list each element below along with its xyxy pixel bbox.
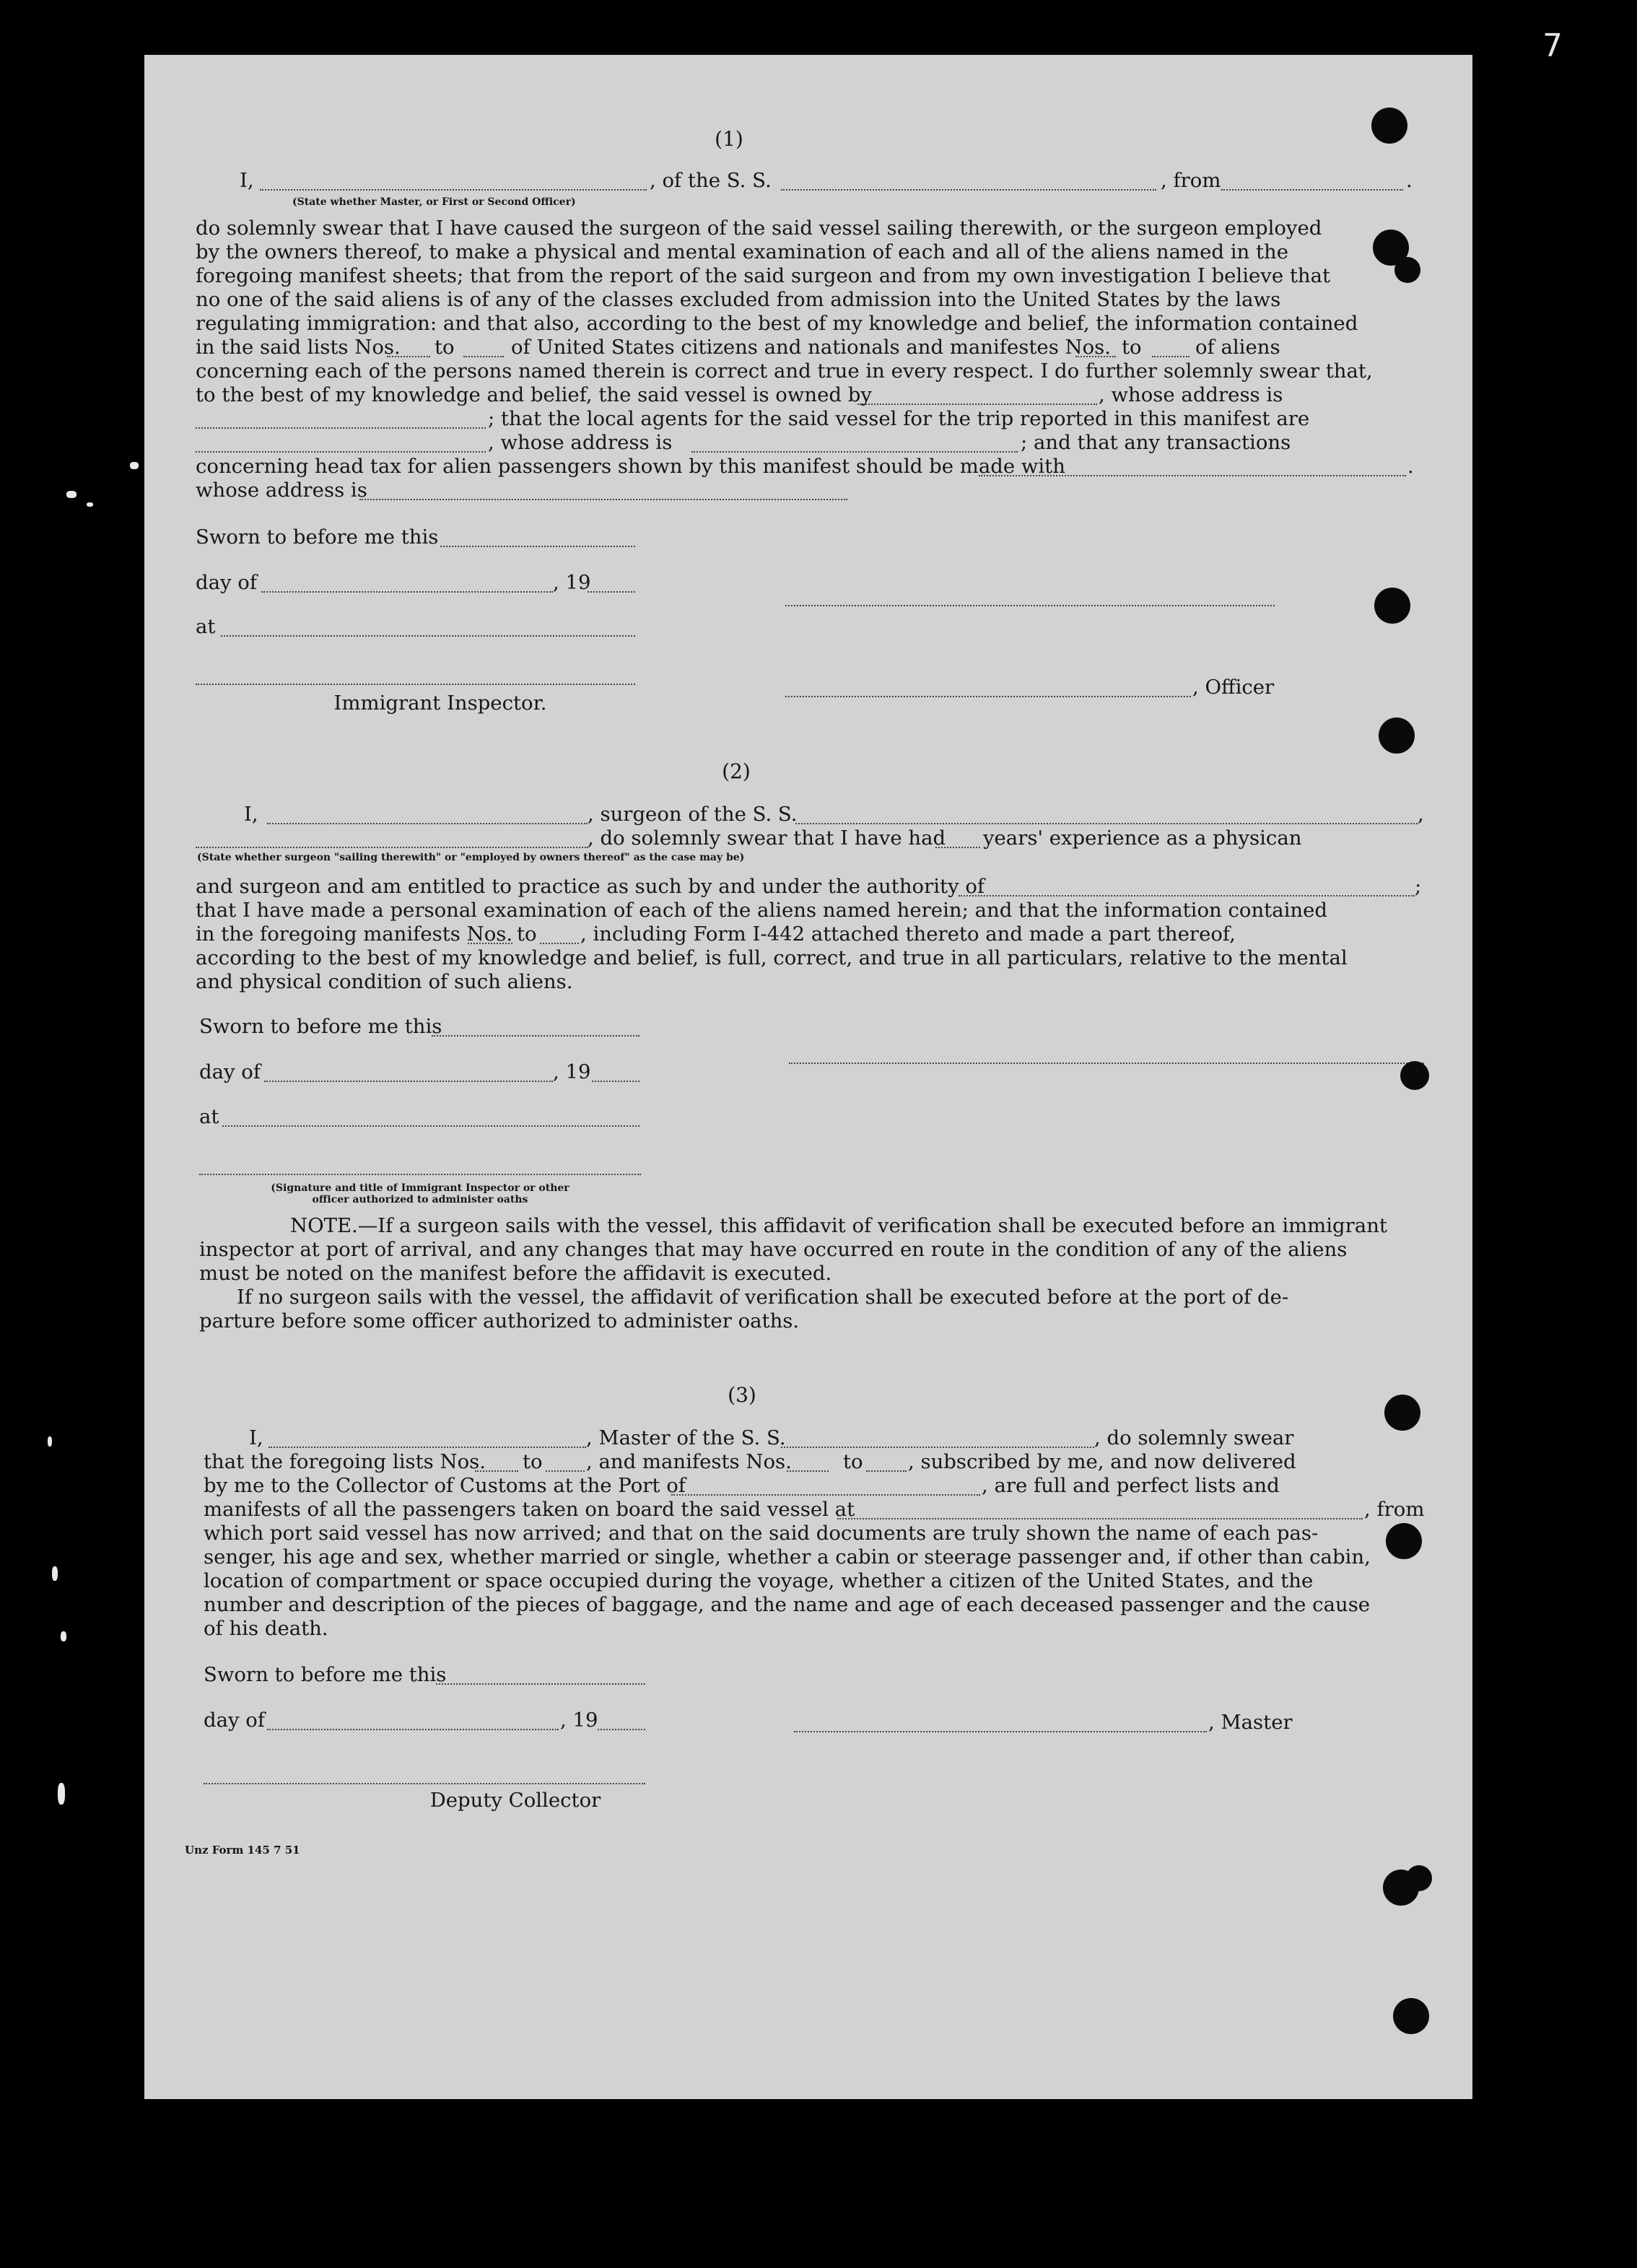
s1-at: at — [196, 615, 216, 638]
s1-from-field[interactable] — [1221, 189, 1403, 191]
s2-sig-note-1: (Signature and title of Immigrant Inspector or other — [271, 1182, 569, 1194]
s1-line6a: in the said lists Nos. — [196, 336, 401, 359]
s1-from: , from — [1161, 169, 1221, 192]
edge-speck — [52, 1566, 58, 1581]
s3-line4a: manifests of all the passengers taken on board the said vessel at — [204, 1498, 855, 1521]
s3-sworn-field[interactable] — [436, 1683, 645, 1685]
s1-line2: by the owners thereof, to make a physical and mental examination of each and all of the aliens named in the — [196, 240, 1289, 263]
s1-vessel-field[interactable] — [781, 189, 1156, 191]
s1-end: . — [1406, 169, 1413, 192]
s2-authority-field[interactable] — [959, 895, 1415, 897]
s1-line6b: to — [435, 336, 455, 359]
s1-at-field[interactable] — [221, 635, 635, 637]
s2-note-line4: If no surgeon sails with the vessel, the affidavit of verification shall be executed before at the port of de- — [237, 1286, 1289, 1309]
s1-line8b: , whose address is — [1099, 383, 1283, 406]
s2-years-field[interactable] — [935, 847, 980, 848]
s2-row2b: years' experience as a physican — [983, 826, 1302, 850]
s3-deputy-label: Deputy Collector — [429, 1789, 601, 1812]
s2-sworn: Sworn to before me this — [199, 1015, 442, 1038]
s3-i: I, — [249, 1426, 263, 1449]
section3-number: (3) — [728, 1383, 756, 1407]
s3-manifests-to-field[interactable] — [866, 1470, 907, 1472]
edge-speck — [58, 1783, 65, 1805]
s1-sworn-field[interactable] — [440, 546, 635, 547]
s2-note-line5: parture before some officer authorized to administer oaths. — [199, 1309, 800, 1333]
s1-name-field[interactable] — [260, 189, 647, 191]
s1-line9: ; that the local agents for the said vessel for the trip reported in this manifest are — [488, 407, 1310, 430]
s3-manifests-from-field[interactable] — [787, 1470, 829, 1472]
s1-line7: concerning each of the persons named therein is correct and true in every respect. I do further solemnly swear that, — [196, 359, 1373, 383]
s2-year: , 19 — [553, 1060, 591, 1083]
s3-name-field[interactable] — [269, 1447, 586, 1448]
s1-line6c: of United States citizens and nationals and manifestes Nos. — [511, 336, 1112, 359]
s3-master: , Master of the S. S. — [586, 1426, 786, 1449]
edge-speck — [48, 1436, 52, 1447]
s3-line2a: that the foregoing lists Nos. — [204, 1450, 486, 1473]
s1-officer-field[interactable] — [785, 696, 1191, 697]
s1-line12: whose address is — [196, 479, 367, 502]
s2-line4: according to the best of my knowledge and belief, is full, correct, and true in all particulars, relative to the mental — [196, 946, 1348, 969]
s1-owner-address-field[interactable] — [196, 427, 486, 429]
s2-inspector-signature-field[interactable] — [199, 1174, 641, 1175]
s1-lists-from-field[interactable] — [387, 356, 430, 357]
s3-line4b: , from — [1364, 1498, 1425, 1521]
s1-lists-to-field[interactable] — [463, 356, 504, 357]
s3-line8: number and description of the pieces of baggage, and the name and age of each deceased passenger and the cause — [204, 1593, 1371, 1616]
s1-officer: , Officer — [1192, 676, 1275, 699]
form-code: Unz Form 145 7 51 — [185, 1844, 300, 1857]
edge-speck — [61, 1631, 66, 1641]
punch-hole — [1394, 257, 1420, 283]
punch-hole — [1400, 1061, 1429, 1090]
s2-day-field[interactable] — [264, 1081, 553, 1082]
s3-vessel-field[interactable] — [781, 1447, 1094, 1448]
s3-lists-to-field[interactable] — [546, 1470, 585, 1472]
s2-at-field[interactable] — [222, 1125, 639, 1127]
s3-port-field[interactable] — [671, 1494, 980, 1496]
s1-inspector-signature-field[interactable] — [196, 684, 635, 685]
s1-line6d: to — [1122, 336, 1142, 359]
s1-line11: concerning head tax for alien passengers shown by this manifest should be made with — [196, 455, 1065, 478]
s3-line2e: , subscribed by me, and now delivered — [908, 1450, 1296, 1473]
s2-surgeon-signature-field[interactable] — [789, 1063, 1424, 1064]
corner-mark: 7 — [1542, 27, 1563, 64]
s1-year: , 19 — [553, 571, 591, 594]
s1-agents-field[interactable] — [196, 451, 486, 453]
s2-dayof: day of — [199, 1060, 261, 1083]
s3-year: , 19 — [560, 1709, 598, 1732]
s2-line1-end: ; — [1415, 875, 1422, 898]
s3-line2b: to — [523, 1450, 543, 1473]
punch-hole — [1379, 718, 1415, 754]
s3-line2c: , and manifests Nos. — [586, 1450, 792, 1473]
s2-i: I, — [244, 803, 258, 826]
s3-year-field[interactable] — [598, 1729, 645, 1730]
s2-note-line2: inspector at port of arrival, and any changes that may have occurred en route in the condition of any of the aliens — [199, 1238, 1348, 1261]
s3-swear: , do solemnly swear — [1094, 1426, 1294, 1449]
s3-lists-from-field[interactable] — [475, 1470, 518, 1472]
s1-note-master: (State whether Master, or First or Second Officer) — [292, 196, 576, 208]
s1-manifests-from-field[interactable] — [1075, 356, 1116, 357]
s3-day-field[interactable] — [267, 1729, 559, 1730]
s1-i: I, — [240, 169, 254, 192]
s1-of-ss: , of the S. S. — [650, 169, 772, 192]
s2-end: , — [1418, 803, 1424, 826]
punch-hole — [1393, 1998, 1429, 2034]
s3-line9: of his death. — [204, 1617, 328, 1640]
s3-line3b: , are full and perfect lists and — [982, 1474, 1280, 1497]
s3-boarding-port-field[interactable] — [837, 1518, 1363, 1519]
s2-line3b: to — [517, 923, 537, 946]
section1-number: (1) — [715, 127, 743, 151]
s2-line1: and surgeon and am entitled to practice as such by and under the authority of — [196, 875, 985, 898]
s1-line3: foregoing manifest sheets; that from the report of the said surgeon and from my own investigation I believe that — [196, 264, 1331, 287]
s2-surgeon-type-field[interactable] — [196, 847, 588, 848]
s3-line2d: to — [843, 1450, 863, 1473]
s1-headtax-address-field[interactable] — [359, 499, 847, 500]
s3-sworn: Sworn to before me this — [204, 1663, 447, 1686]
s1-headtax-field[interactable] — [979, 475, 1406, 476]
s2-note-line3: must be noted on the manifest before the affidavit is executed. — [199, 1262, 832, 1285]
s1-line4: no one of the said aliens is of any of the classes excluded from admission into the United States by the laws — [196, 288, 1281, 311]
s3-master-sig: , Master — [1208, 1711, 1293, 1734]
s2-year-field[interactable] — [592, 1081, 639, 1082]
s3-dayof: day of — [204, 1709, 266, 1732]
punch-hole — [1386, 1523, 1422, 1559]
punch-hole — [1371, 108, 1407, 144]
s1-master-signature-field[interactable] — [785, 605, 1275, 606]
s2-at: at — [199, 1105, 219, 1128]
section2-number: (2) — [722, 759, 751, 783]
s2-sworn-field[interactable] — [432, 1035, 639, 1037]
s1-sworn: Sworn to before me this — [196, 525, 439, 549]
s1-line1: do solemnly swear that I have caused the surgeon of the said vessel sailing therewith, or the surgeon employed — [196, 217, 1322, 240]
punch-hole — [1406, 1865, 1432, 1891]
s3-line3a: by me to the Collector of Customs at the Port of — [204, 1474, 686, 1497]
form-page — [144, 55, 1472, 2099]
s1-owner-field[interactable] — [857, 404, 1097, 405]
s1-day-field[interactable] — [261, 591, 553, 593]
s2-line2: that I have made a personal examination of each of the aliens named herein; and that the information contained — [196, 899, 1327, 922]
s2-line5: and physical condition of such aliens. — [196, 970, 573, 993]
s2-manifests-to-field[interactable] — [540, 943, 579, 944]
punch-hole — [1384, 1395, 1420, 1431]
punch-hole — [1374, 588, 1410, 624]
s2-surgeon: , surgeon of the S. S. — [588, 803, 798, 826]
s1-line5: regulating immigration: and that also, according to the best of my knowledge and belief, the information contained — [196, 312, 1358, 335]
s2-vessel-field[interactable] — [795, 823, 1418, 824]
s1-line11-end: . — [1407, 455, 1414, 478]
edge-speck — [66, 491, 77, 498]
s1-line8a: to the best of my knowledge and belief, the said vessel is owned by — [196, 383, 872, 406]
s3-deputy-signature-field[interactable] — [204, 1783, 645, 1784]
s1-line10b: ; and that any transactions — [1021, 431, 1291, 454]
edge-speck — [130, 462, 139, 469]
s1-line10a: , whose address is — [488, 431, 673, 454]
s1-inspector-label: Immigrant Inspector. — [333, 692, 547, 715]
s1-line6e: of aliens — [1195, 336, 1280, 359]
s2-line3a: in the foregoing manifests Nos. — [196, 923, 513, 946]
s2-manifests-from-field[interactable] — [468, 943, 512, 944]
s2-sig-note-2: officer authorized to administer oaths — [312, 1194, 528, 1205]
s2-note-line1: NOTE.—If a surgeon sails with the vessel, this affidavit of verification shall be executed before an immigrant — [290, 1214, 1387, 1237]
edge-speck — [87, 502, 93, 507]
s3-line5: which port said vessel has now arrived; and that on the said documents are truly shown the name of each pas- — [204, 1522, 1319, 1545]
s2-note-surgeon: (State whether surgeon "sailing therewith" or "employed by owners thereof" as the case may be) — [197, 852, 745, 863]
s1-agents-address-field[interactable] — [691, 451, 1018, 453]
s3-master-signature-field[interactable] — [794, 1731, 1207, 1732]
s2-row2a: , do solemnly swear that I have had — [588, 826, 946, 850]
s1-dayof: day of — [196, 571, 258, 594]
s3-line7: location of compartment or space occupied during the voyage, whether a citizen of the United States, and the — [204, 1569, 1314, 1592]
s1-year-field[interactable] — [588, 591, 635, 593]
s1-manifests-to-field[interactable] — [1152, 356, 1189, 357]
s2-line3c: , including Form I-442 attached thereto and made a part thereof, — [580, 923, 1236, 946]
s3-line6: senger, his age and sex, whether married or single, whether a cabin or steerage passenger and, if other than cabin, — [204, 1545, 1371, 1569]
s2-name-field[interactable] — [267, 823, 588, 824]
